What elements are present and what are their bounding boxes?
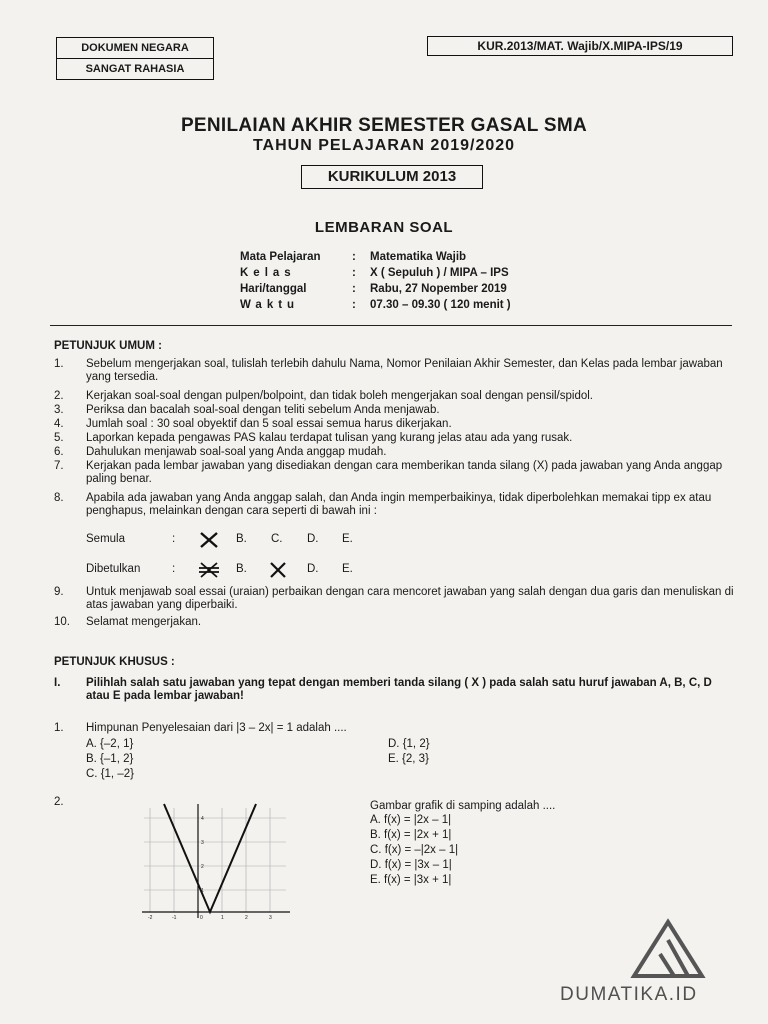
answer-option[interactable]: E. {2, 3} [388, 753, 429, 765]
option-letter: E. [342, 533, 353, 545]
question-number: 1. [54, 722, 64, 734]
item-text: Untuk menjawab soal essai (uraian) perbaikan dengan cara mencoret jawaban yang salah dengan dua garis dan menuliskan di atas jawaban yang diperbaiki. [86, 586, 734, 611]
x-tick: 3 [269, 915, 272, 921]
instruction-text: Pilihlah salah satu jawaban yang tepat dengan memberi tanda silang ( X ) pada salah satu huruf jawaban A, B, C, D atau E pada lembar jawaban! [86, 677, 712, 702]
divider [50, 325, 732, 326]
sheet-title: LEMBARAN SOAL [314, 219, 454, 236]
info-label: Mata Pelajaran [240, 251, 321, 263]
info-label: Hari/tanggal [240, 283, 307, 295]
doc-label-1: DOKUMEN NEGARA [57, 38, 213, 59]
answer-option[interactable]: B. f(x) = |2x + 1| [370, 829, 452, 841]
answer-option[interactable]: C. {1, –2} [86, 768, 134, 780]
exam-code-box: KUR.2013/MAT. Wajib/X.MIPA-IPS/19 [427, 36, 733, 56]
item-text: Jumlah soal : 30 soal obyektif dan 5 soal essai semua harus dikerjakan. [86, 418, 452, 430]
y-tick: 2 [201, 864, 204, 870]
x-tick: -2 [148, 915, 153, 921]
item-text: Laporkan kepada pengawas PAS kalau terdapat tulisan yang kurang jelas atau ada yang rusak. [86, 432, 573, 444]
info-row [240, 249, 511, 265]
y-tick: 4 [201, 816, 204, 822]
question-1 [54, 722, 734, 784]
cancelled-cross-icon [198, 560, 220, 583]
watermark-text: DUMATIKA.ID [560, 984, 698, 1005]
x-tick: 2 [245, 915, 248, 921]
option-letter: B. [236, 533, 247, 545]
info-value: X ( Sepuluh ) / MIPA – IPS [370, 267, 509, 279]
item-text: Kerjakan pada lembar jawaban yang disediakan dengan cara memberikan tanda silang (X) pada jawaban yang Anda anggap paling benar. [86, 460, 723, 485]
absolute-value-graph [140, 800, 292, 922]
answer-option[interactable]: B. {–1, 2} [86, 753, 134, 765]
exam-info [240, 249, 511, 313]
y-tick: 3 [201, 840, 204, 846]
x-tick: 1 [221, 915, 224, 921]
question-2-text [370, 800, 700, 892]
info-colon: : [352, 283, 356, 295]
item-number: 10. [54, 616, 70, 628]
x-tick: 0 [200, 915, 203, 921]
item-text: Kerjakan soal-soal dengan pulpen/bolpoint, dan tidak boleh mengerjakan soal dengan pensil/spidol. [86, 390, 593, 402]
exam-title: PENILAIAN AKHIR SEMESTER GASAL SMA [180, 115, 588, 136]
graph-line [164, 804, 256, 912]
option-letter: C. [271, 533, 283, 545]
special-instruction [54, 677, 734, 707]
crossed-option-icon [198, 530, 220, 553]
info-colon: : [352, 267, 356, 279]
item-number: 2. [54, 390, 64, 402]
roman-number: I. [54, 677, 61, 689]
doc-label-2: SANGAT RAHASIA [85, 63, 185, 75]
option-letter: D. [307, 533, 319, 545]
dumatika-logo-icon [630, 918, 706, 980]
item-number: 9. [54, 586, 64, 598]
info-row [240, 265, 511, 281]
item-number: 5. [54, 432, 64, 444]
example-label: Dibetulkan [86, 563, 141, 575]
info-colon: : [352, 299, 356, 311]
info-value: 07.30 – 09.30 ( 120 menit ) [370, 299, 511, 311]
general-list-cont [54, 586, 734, 646]
item-number: 1. [54, 358, 64, 370]
item-number: 3. [54, 404, 64, 416]
example-label: Semula [86, 533, 125, 545]
x-tick: -1 [172, 915, 177, 921]
academic-year: TAHUN PELAJARAN 2019/2020 [252, 137, 516, 154]
answer-option[interactable]: E. f(x) = |3x + 1| [370, 874, 452, 886]
item-number: 4. [54, 418, 64, 430]
example-colon: : [172, 563, 176, 575]
info-colon: : [352, 251, 356, 263]
special-heading: PETUNJUK KHUSUS : [54, 656, 175, 668]
new-cross-icon [268, 560, 288, 583]
answer-option[interactable]: A. f(x) = |2x – 1| [370, 814, 452, 826]
curriculum-box: KURIKULUM 2013 [301, 165, 483, 189]
question-number: 2. [54, 796, 64, 808]
answer-option[interactable]: D. f(x) = |3x – 1| [370, 859, 452, 871]
answer-option[interactable]: C. f(x) = –|2x – 1| [370, 844, 459, 856]
option-letter: E. [342, 563, 353, 575]
info-row [240, 281, 511, 297]
item-number: 6. [54, 446, 64, 458]
item-number: 7. [54, 460, 64, 472]
example-corrected [86, 563, 406, 579]
option-letter: B. [236, 563, 247, 575]
info-label: Kelas [240, 267, 296, 279]
example-original [86, 533, 406, 549]
question-text: Himpunan Penyelesaian dari |3 – 2x| = 1 adalah .... [86, 722, 347, 734]
info-row [240, 297, 511, 313]
item-text: Sebelum mengerjakan soal, tulislah terlebih dahulu Nama, Nomor Penilaian Akhir Semester, dan Kelas pada lembar jawaban yang tersedia. [86, 358, 723, 383]
item-number: 8. [54, 492, 64, 504]
item-text: Dahulukan menjawab soal-soal yang Anda anggap mudah. [86, 446, 387, 458]
answer-option[interactable]: A. {–2, 1} [86, 738, 134, 750]
example-colon: : [172, 533, 176, 545]
answer-option[interactable]: D. {1, 2} [388, 738, 430, 750]
general-heading: PETUNJUK UMUM : [54, 340, 162, 352]
question-text: Gambar grafik di samping adalah .... [370, 800, 556, 812]
info-value: Matematika Wajib [370, 251, 467, 263]
item-text: Apabila ada jawaban yang Anda anggap salah, dan Anda ingin memperbaikinya, tidak diperbolehkan memakai tipp ex atau penghapus, melainkan dengan cara seperti di bawah ini : [86, 492, 712, 517]
option-letter: D. [307, 563, 319, 575]
item-text: Periksa dan bacalah soal-soal dengan teliti sebelum Anda menjawab. [86, 404, 440, 416]
y-tick: 1 [201, 888, 204, 894]
info-label: Waktu [240, 299, 300, 311]
classification-box [56, 37, 214, 80]
info-value: Rabu, 27 Nopember 2019 [370, 283, 507, 295]
item-text: Selamat mengerjakan. [86, 616, 202, 628]
